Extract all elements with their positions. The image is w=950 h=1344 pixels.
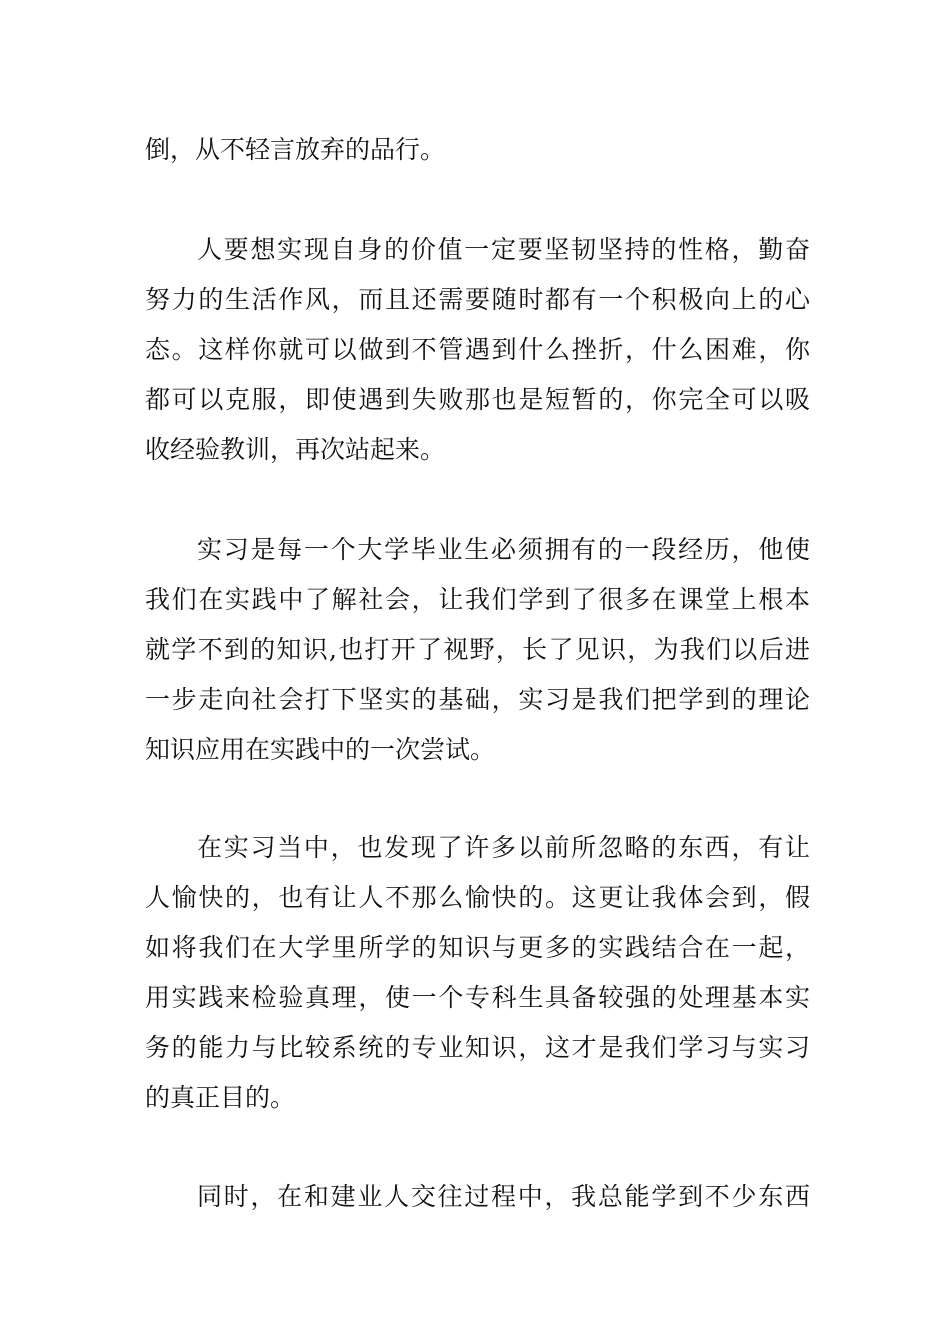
text-line: 务的能力与比较系统的专业知识，这才是我们学习与实习 [145, 1033, 810, 1062]
text-line: 实习是每一个大学毕业生必须拥有的一段经历，他使 [197, 535, 810, 564]
text-line: 倒，从不轻言放弃的品行。 [145, 135, 446, 164]
text-line: 人要想实现自身的价值一定要坚韧坚持的性格，勤奋 [197, 235, 810, 264]
text-line: 知识应用在实践中的一次尝试。 [145, 735, 496, 764]
text-line: 态。这样你就可以做到不管遇到什么挫折，什么困难，你 [145, 335, 810, 364]
text-line: 一步走向社会打下坚实的基础，实习是我们把学到的理论 [145, 685, 810, 714]
text-line: 同时，在和建业人交往过程中，我总能学到不少东西 [197, 1182, 810, 1211]
text-line: 人愉快的，也有让人不那么愉快的。这更让我体会到，假 [145, 883, 810, 912]
text-line: 都可以克服，即使遇到失败那也是短暂的，你完全可以吸 [145, 385, 810, 414]
text-line: 收经验教训，再次站起来。 [145, 435, 446, 464]
text-line: 就学不到的知识,也打开了视野，长了见识，为我们以后进 [145, 635, 810, 664]
text-line: 的真正目的。 [145, 1083, 296, 1112]
text-line: 用实践来检验真理，使一个专科生具备较强的处理基本实 [145, 983, 810, 1012]
text-line: 我们在实践中了解社会，让我们学到了很多在课堂上根本 [145, 585, 810, 614]
text-line: 在实习当中，也发现了许多以前所忽略的东西，有让 [197, 833, 810, 862]
text-line: 如将我们在大学里所学的知识与更多的实践结合在一起， [145, 933, 810, 962]
text-line: 努力的生活作风，而且还需要随时都有一个积极向上的心 [145, 285, 810, 314]
